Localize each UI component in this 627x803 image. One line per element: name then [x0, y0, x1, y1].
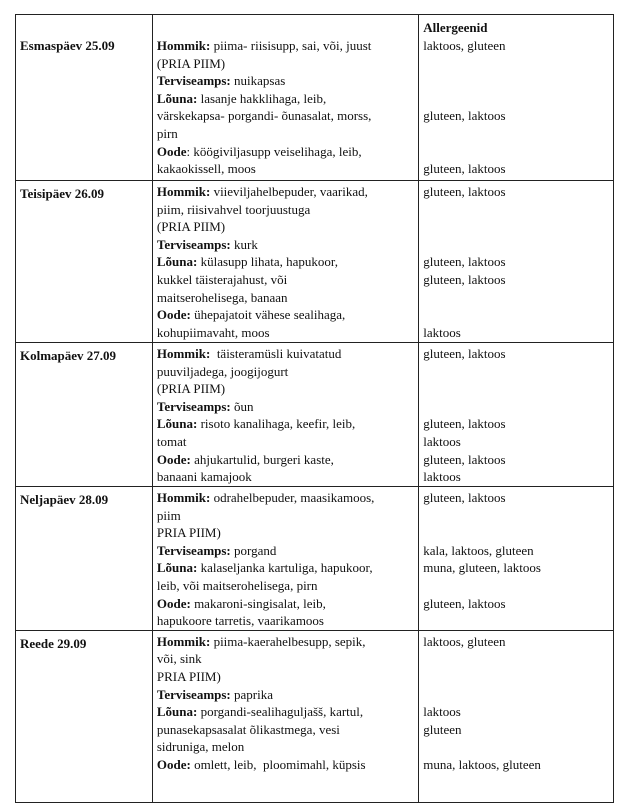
meal-text: makaroni-singisalat, leib,: [190, 595, 326, 611]
meal-text: PRIA PIIM): [156, 668, 221, 684]
allergen-line: [423, 125, 609, 143]
meal-line: [157, 542, 414, 560]
allergen-line: [423, 738, 609, 756]
meal-line: [157, 289, 414, 307]
meals-cell: [152, 630, 418, 802]
meal-line: [157, 686, 414, 704]
meal-text: omlett, leib, ploomimahl, küpsis: [190, 756, 366, 772]
meal-text: nuikapsas: [230, 73, 286, 89]
day-label: Kolmapäev 27.09: [20, 348, 117, 363]
meal-label: Lõuna:: [156, 704, 198, 720]
meal-label: Lõuna:: [156, 560, 198, 576]
allergen-line: gluteen, laktoos: [423, 184, 506, 199]
meal-line: [157, 633, 414, 651]
menu-day-row: [16, 630, 614, 802]
meal-line: [157, 143, 414, 161]
meal-line: [157, 107, 414, 125]
meal-text: porgandi-sealihagulјašš, kartul,: [197, 704, 364, 720]
menu-body: [16, 15, 614, 803]
allergens-cell: [419, 15, 614, 181]
day-cell: [16, 487, 153, 631]
meal-text: või, sink: [156, 651, 202, 667]
meal-label: Oode:: [156, 595, 191, 611]
allergen-line: [423, 218, 609, 236]
allergen-line: laktoos, gluteen: [423, 633, 506, 649]
meal-line: [157, 72, 414, 90]
meal-text: hapukoore tarretis, vaarikamoos: [156, 613, 324, 629]
meal-line: [157, 756, 414, 774]
meal-text: leib, või maitserohelisega, pirn: [156, 577, 318, 593]
meal-label: Hommik:: [156, 346, 211, 361]
meal-text: lasanje hakklihaga, leib,: [197, 90, 327, 106]
meal-line: [157, 507, 414, 525]
meal-line: [157, 668, 414, 686]
meal-line: [157, 721, 414, 739]
meal-text: : köögiviljasupp veiselihaga, leib,: [186, 143, 362, 159]
meal-text: punasekapsasalat õlikastmega, vesi: [156, 721, 340, 737]
meal-text: külasupp lihata, hapukoor,: [197, 254, 338, 270]
menu-day-row: [16, 487, 614, 631]
meal-text: PRIA PIIM): [156, 525, 221, 541]
allergen-line: [423, 650, 609, 668]
allergen-line: gluteen, laktoos: [423, 416, 506, 432]
meal-line: [157, 524, 414, 542]
allergen-line: gluteen, laktoos: [423, 107, 506, 123]
allergen-line: [423, 201, 609, 219]
day-cell: [16, 343, 153, 487]
meal-line: [157, 218, 414, 236]
allergen-line: [423, 380, 609, 398]
meal-text: banaani kamajook: [156, 469, 252, 485]
meal-text: porgand: [230, 542, 277, 558]
meal-line: [157, 236, 414, 254]
meal-line: [157, 324, 414, 342]
meal-label: Terviseamps:: [156, 236, 231, 252]
day-label: Neljapäev 28.09: [20, 492, 109, 507]
meal-line: [157, 489, 414, 507]
allergen-line: gluteen, laktoos: [423, 254, 506, 270]
meal-text: piim, riisivahvel toorjuustuga: [156, 201, 311, 217]
allergen-line: [423, 668, 609, 686]
allergen-line: kala, laktoos, gluteen: [423, 542, 534, 558]
meal-line: [157, 612, 414, 630]
allergen-line: gluteen, laktoos: [423, 271, 506, 287]
meal-label: Oode:: [156, 756, 191, 772]
weekly-menu-table: [15, 14, 614, 803]
meal-label: Oode:: [156, 451, 191, 467]
meal-line: [157, 559, 414, 577]
allergen-line: muna, laktoos, gluteen: [423, 756, 541, 772]
allergen-line: gluteen, laktoos: [423, 490, 506, 505]
allergen-line: [423, 398, 609, 416]
meals-cell: [152, 343, 418, 487]
meal-text: kakaokissell, moos: [156, 161, 256, 177]
meal-line: [157, 380, 414, 398]
meal-line: [157, 271, 414, 289]
meals-cell: [152, 181, 418, 343]
allergen-line: [423, 142, 609, 160]
menu-day-row: [16, 181, 614, 343]
allergen-line: [423, 89, 609, 107]
meal-line: [157, 345, 414, 363]
meal-line: [157, 201, 414, 219]
meal-line: [157, 55, 414, 73]
meal-text: (PRIA PIIM): [156, 219, 226, 235]
meal-label: Hommik:: [156, 184, 211, 199]
meal-label: Hommik:: [156, 490, 211, 505]
meal-text: viieviljahelbepuder, vaarikad,: [210, 184, 368, 199]
meal-label: Lõuna:: [156, 90, 198, 106]
meal-line: [157, 595, 414, 613]
allergen-line: gluteen, laktoos: [423, 346, 506, 361]
meals-cell: [152, 15, 418, 181]
allergen-line: laktoos: [423, 704, 461, 720]
meal-line: [157, 577, 414, 595]
allergen-line: [423, 306, 609, 324]
allergen-line: laktoos: [423, 324, 461, 340]
meal-line: [157, 451, 414, 469]
allergen-line: laktoos: [423, 469, 461, 485]
meal-line: [157, 703, 414, 721]
allergen-line: gluteen: [423, 721, 462, 737]
allergen-line: muna, gluteen, laktoos: [423, 560, 541, 576]
meal-label: Terviseamps:: [156, 542, 231, 558]
meal-text: puuviljadega, joogijogurt: [156, 363, 289, 379]
meal-text: kalaseljanka kartuliga, hapukoor,: [197, 560, 373, 576]
day-cell: [16, 15, 153, 181]
allergens-header: Allergeenid: [423, 20, 488, 35]
meal-text: maitserohelisega, banaan: [156, 289, 288, 305]
meal-text: õun: [230, 398, 254, 414]
meal-text: piima- riisisupp, sai, või, juust: [210, 38, 372, 53]
meal-label: Terviseamps:: [156, 686, 231, 702]
meal-line: [157, 650, 414, 668]
menu-day-row: [16, 343, 614, 487]
meal-text: pirn: [156, 125, 178, 141]
allergens-cell: [419, 343, 614, 487]
meal-text: täisteramüsli kuivatatud: [210, 346, 342, 361]
allergen-line: [423, 289, 609, 307]
allergen-line: [423, 507, 609, 525]
allergen-line: [423, 524, 609, 542]
meal-text: piim: [156, 507, 181, 523]
meal-line: [157, 738, 414, 756]
meal-text: ühepajatoit vähese sealihaga,: [190, 307, 346, 323]
allergens-cell: [419, 630, 614, 802]
meal-line: [157, 37, 414, 55]
allergens-cell: [419, 181, 614, 343]
meal-label: Oode:: [156, 307, 191, 323]
day-label: Esmaspäev 25.09: [20, 38, 115, 53]
meal-label: Hommik:: [156, 633, 211, 649]
meal-line: [157, 398, 414, 416]
meal-text: sidruniga, melon: [156, 739, 245, 755]
meal-line: [157, 363, 414, 381]
meal-text: odrahelbepuder, maasikamoos,: [210, 490, 375, 505]
meal-line: [157, 468, 414, 486]
meal-text: (PRIA PIIM): [156, 55, 226, 71]
allergen-line: gluteen, laktoos: [423, 595, 506, 611]
meal-label: Lõuna:: [156, 416, 198, 432]
day-label: Reede 29.09: [20, 635, 87, 651]
meal-line: [157, 306, 414, 324]
meal-label: Lõuna:: [156, 254, 198, 270]
allergen-line: [423, 72, 609, 90]
day-cell: [16, 181, 153, 343]
allergen-line: gluteen, laktoos: [423, 451, 506, 467]
meal-text: kukkel täisterajahust, või: [156, 271, 288, 287]
meal-line: [157, 433, 414, 451]
meal-text: kohupiimavaht, moos: [156, 324, 270, 340]
meal-line: [157, 183, 414, 201]
meal-text: risoto kanalihaga, keefir, leib,: [197, 416, 356, 432]
day-cell: [16, 630, 153, 802]
allergen-line: [423, 612, 609, 630]
menu-day-row: [16, 15, 614, 181]
meal-line: [157, 160, 414, 178]
allergen-line: [423, 363, 609, 381]
meal-text: tomat: [156, 433, 187, 449]
meal-label: Terviseamps:: [156, 398, 231, 414]
meal-text: piima-kaerahelbesupp, sepik,: [210, 633, 366, 649]
allergen-line: laktoos, gluteen: [423, 37, 506, 53]
meal-label: Terviseamps:: [156, 73, 231, 89]
meal-line: [157, 415, 414, 433]
allergen-line: gluteen, laktoos: [423, 160, 506, 176]
meal-line: [157, 125, 414, 143]
allergens-cell: [419, 487, 614, 631]
allergen-line: [423, 686, 609, 704]
meal-text: ahjukartulid, burgeri kaste,: [190, 451, 334, 467]
day-label: Teisipäev 26.09: [20, 186, 105, 201]
meal-line: [157, 90, 414, 108]
meal-label: Hommik:: [156, 38, 211, 53]
meal-line: [157, 253, 414, 271]
allergen-line: [423, 236, 609, 254]
allergen-line: [423, 54, 609, 72]
meal-label: Oode: [156, 143, 187, 159]
allergen-line: [423, 577, 609, 595]
meals-cell: [152, 487, 418, 631]
meal-text: (PRIA PIIM): [156, 381, 226, 397]
meal-text: kurk: [230, 236, 258, 252]
meal-text: värskekapsa- porgandi- õunasalat, morss,: [156, 108, 372, 124]
allergen-line: laktoos: [423, 433, 461, 449]
meal-text: paprika: [230, 686, 273, 702]
